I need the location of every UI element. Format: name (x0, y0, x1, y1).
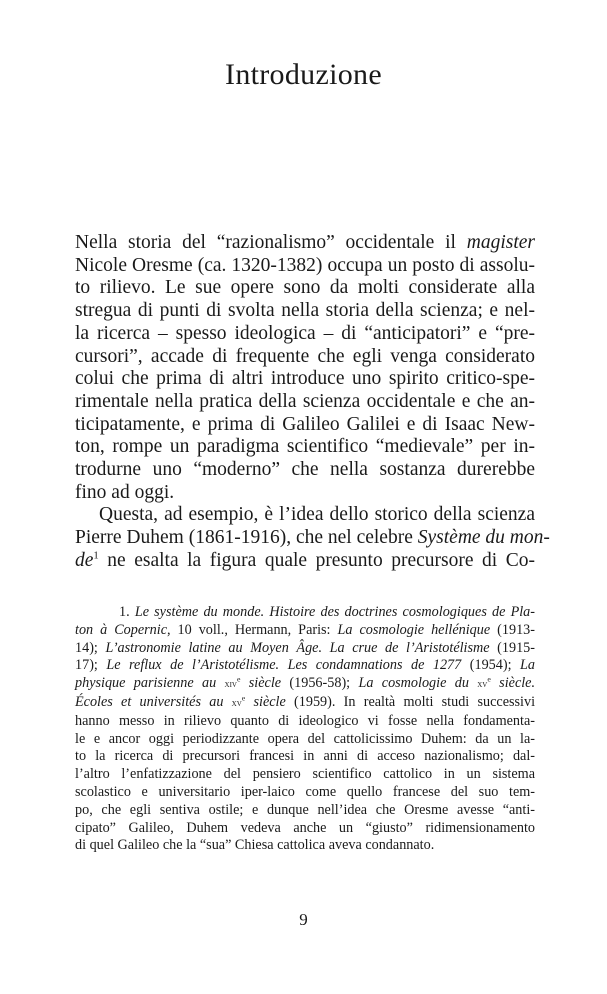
footnote-line: hanno messo in rilievo quanto di ideologico vi fosse nella fondamenta- (75, 712, 535, 729)
body-line: la ricerca – spesso ideologica – di “anticipatori” e “pre- (75, 322, 535, 344)
body-line: Questa, ad esempio, è l’idea dello storico della scienza (99, 504, 535, 526)
footnote-line: 17); Le reflux de l’Aristotélisme. Les condamnations de 1277 (1954); La (75, 657, 535, 674)
footnote-line: l’altro l’enfatizzazione del pensiero scientifico cattolico in un sistema (75, 766, 535, 783)
body-line: Pierre Duhem (1861-1916), che nel celebre Système du mon- (75, 527, 550, 549)
page-number: 9 (299, 910, 308, 929)
footnote (75, 604, 535, 855)
footnote-reference[interactable]: 1 (93, 549, 99, 562)
footnote-line: 1. Le système du monde. Histoire des doctrines cosmologiques de Pla- (119, 604, 535, 620)
body-line: stregua di punti di svolta nella storia della scienza; e nel- (75, 300, 535, 322)
body-line: to rilievo. Le sue opere sono da molti considerate alla (75, 277, 535, 299)
body-line: Nella storia del “razionalismo” occidentale il magister (75, 232, 535, 253)
footnote-line: ton à Copernic, 10 voll., Hermann, Paris: La cosmologie hellénique (1913- (75, 621, 535, 638)
body-line: trodurne uno “moderno” che nella sostanza durerebbe (75, 459, 535, 481)
footnote-line: di quel Galileo che la “sua” Chiesa cattolica aveva condannato. (75, 837, 435, 854)
body-line: ticipatamente, e prima di Galileo Galilei e di Isaac New- (75, 413, 535, 435)
body-line: fino ad oggi. (75, 481, 175, 503)
footnote-line: physique parisienne au xiv$^e$ siècle (1956-58); La cosmologie du $xv^e$ siècle. (75, 674, 536, 692)
footnote-line: to la ricerca di precursori francesi in anni di acceso nazionalismo; dal- (75, 748, 535, 765)
body-text (75, 232, 550, 573)
footnote-line: le e ancor oggi periodizzante opera del cattolicissimo Duhem: da un la- (75, 730, 535, 747)
footnote-line: cipato” Galileo, Duhem vedeva anche un “giusto” ridimensionamento (75, 819, 535, 836)
footnote-line: Écoles et universités au $xv^e$ siècle (1959). In realtà molti studi successivi (75, 693, 536, 710)
footnote-number: 1. (119, 604, 130, 620)
body-line: ton, rompe un paradigma scientifico “medievale” per in- (75, 436, 535, 458)
footnote-line: 14); L’astronomie latine au Moyen Âge. La crue de l’Aristotélisme (1915- (75, 639, 535, 656)
body-line: rimentale nella pratica della scienza occidentale e che an- (75, 390, 535, 412)
chapter-title: Introduzione (225, 58, 382, 91)
body-line: $de^1$ ne esalta la figura quale presunto precursore di Co- (75, 549, 535, 571)
footnote-line: scolastico e universitario iper-laico come quello francese del suo tem- (75, 783, 535, 800)
body-line: Nicole Oresme (ca. 1320-1382) occupa un posto di assolu- (75, 254, 535, 276)
footnote-line: po, che egli sentiva ostile; e dunque nell’idea che Oresme avesse “anti- (75, 801, 535, 818)
body-line: cursori”, accade di frequente che egli venga considerato (75, 345, 535, 367)
body-line: colui che prima di altri introduce uno spirito critico-spe- (75, 368, 535, 390)
